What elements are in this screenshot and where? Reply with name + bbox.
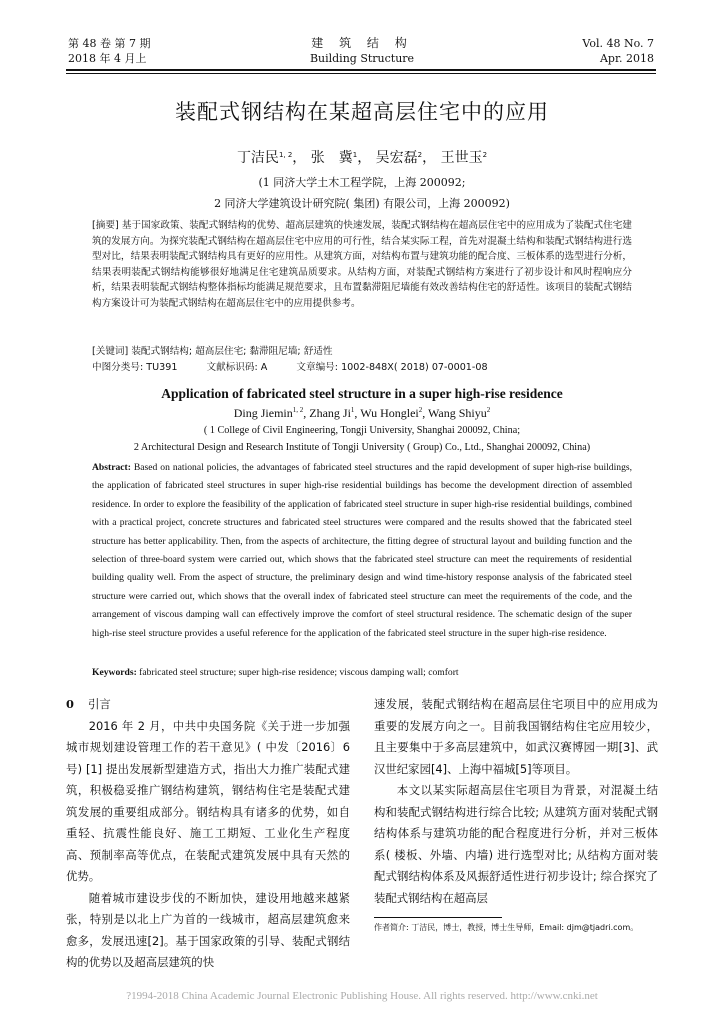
author-name: 丁洁民	[236, 150, 279, 166]
author-sup-en: 2	[486, 406, 491, 414]
author-separator: ，	[292, 150, 307, 166]
affiliation-en-2: 2 Architectural Design and Research Institute of Tongji University ( Group) Co., Ltd., Shanghai 200092, China)	[133, 442, 591, 453]
abstract-en	[92, 459, 632, 643]
body-paragraph: 速发展，装配式钢结构在超高层住宅项目中的应用成为重要的发展方向之一。目前我国钢结构住宅应用较少，且主要集中于多高层建筑中，如武汉赛博园一期[3]、武汉世纪家园[4]、上海中福城[5]等项目。	[374, 697, 658, 776]
issue-date-en: Apr. 2018	[599, 52, 654, 65]
abstract-zh	[92, 218, 632, 312]
section-number: 0	[66, 697, 74, 711]
body-paragraph: 本文以某实际超高层住宅项目为背景，对混凝土结构和装配式钢结构进行综合比较; 从建筑方面对装配式钢结构体系与建筑功能的配合程度进行分析，并对三板体系( 楼板、外墙、内墙) 进行选型对比; 从结构方面对装配式钢结构体系及风振舒适性进行初步设计; 综合探究了装配式钢结构在超高层	[374, 783, 658, 905]
article-number: 文章编号: 1002-848X( 2018) 07-0001-08	[296, 362, 488, 373]
author-separator: ，	[422, 150, 437, 166]
article-title-en: Application of fabricated steel structure in a super high-rise residence	[161, 386, 563, 401]
body-column-left	[66, 694, 350, 974]
author-name-en: Ding Jiemin	[233, 406, 293, 420]
header-rule-thin	[66, 73, 656, 74]
affiliation-en-1: ( 1 College of Civil Engineering, Tongji University, Shanghai 200092, China;	[203, 425, 521, 436]
section-title: 引言	[87, 697, 111, 711]
author-name: 张 冀	[310, 150, 353, 166]
author-sup-en: 1, 2	[292, 406, 304, 414]
author-separator-en: ,	[354, 406, 361, 420]
clc-number: 中图分类号: TU391	[92, 362, 178, 373]
author-sup: 2	[482, 151, 488, 159]
journal-name-zh: 建 筑 结 构	[311, 36, 413, 50]
author-name-en: Wu Honglei	[360, 406, 419, 420]
article-title-zh: 装配式钢结构在某超高层住宅中的应用	[175, 100, 549, 124]
author-bio-footnote: 作者简介: 丁洁民，博士，教授，博士生导师，Email: djm@tjadri.com。	[374, 923, 639, 932]
abstract-zh-text: 基于国家政策、装配式钢结构的优势、超高层建筑的快速发展，装配式钢结构在超高层住宅中的应用成为了装配式住宅建筑的发展方向。为探究装配式钢结构在超高层住宅中应用的可行性，结合某实际工程，首先对混凝土结构和装配式钢结构进行选型对比，结果表明装配式钢结构具有更好的应用性。从建筑方面，对结构布置与建筑功能的配合度、三板体系的选型进行分析，结果表明装配式钢结构能够很好地满足住宅建筑品质要求。从结构方面，对装配式钢结构方案进行了初步设计和风时程响应分析，结果表明装配式钢结构整体指标均能满足规范要求，且布置黏滞阻尼墙能有效改善结构住宅的舒适性。该项目的装配式钢结构方案设计可为装配式钢结构在超高层住宅中的应用提供参考。	[92, 220, 632, 309]
affiliation-zh-1: (1 同济大学土木工程学院，上海 200092;	[258, 176, 466, 189]
author-separator-en: ,	[303, 406, 310, 420]
keywords-zh	[92, 344, 632, 359]
author-sup: 1, 2	[278, 151, 293, 159]
keywords-en	[92, 665, 632, 681]
author-sup-en: 2	[418, 406, 423, 414]
volume-issue: 第 48 卷 第 7 期	[68, 37, 151, 50]
keywords-zh-label: [关键词]	[92, 346, 129, 357]
body-column-right	[374, 694, 658, 909]
author-sup: 1	[352, 151, 358, 159]
author-name-en: Wang Shiyu	[428, 406, 487, 420]
issue-date: 2018 年 4 月上	[68, 52, 147, 65]
author-name: 王世玉	[440, 150, 483, 166]
header-rule-thick	[66, 69, 656, 71]
author-separator-en: ,	[422, 406, 429, 420]
body-paragraph: 2016 年 2 月，中共中央国务院《关于进一步加强城市规划建设管理工作的若干意见》( 中发〔2016〕6 号) [1] 提出发展新型建造方式，指出大力推广装配式建筑，积极稳妥推广钢结构建筑，钢结构住宅是装配式建筑发展的重要组成部分。钢结构具有诸多的优势，如自重轻、抗震性能良好、施工工期短、工业化生产程度高、预制率高等优点，在装配式建筑发展中具有天然的优势。	[66, 718, 350, 883]
author-sup-en: 1	[350, 406, 355, 414]
author-sup: 2	[417, 151, 423, 159]
volume-issue-en: Vol. 48 No. 7	[582, 37, 654, 50]
keywords-zh-text: 装配式钢结构; 超高层住宅; 黏滞阻尼墙; 舒适性	[131, 346, 333, 357]
section-heading	[66, 694, 350, 716]
keywords-en-label: Keywords:	[92, 667, 137, 678]
author-list-zh	[0, 147, 724, 167]
author-name-en: Zhang Ji	[309, 406, 351, 420]
author-separator: ，	[357, 150, 372, 166]
classification-line	[92, 360, 632, 375]
running-header-right	[582, 36, 654, 66]
journal-name-en: Building Structure	[309, 52, 415, 65]
body-paragraph: 随着城市建设步伐的不断加快，建设用地越来越紧张，特别是以北上广为首的一线城市，超高层建筑愈来愈多，发展迅速[2]。基于国家政策的引导、装配式钢结构的优势以及超高层建筑的快	[66, 890, 350, 969]
author-name: 吴宏磊	[375, 150, 418, 166]
cnki-copyright-footer: ?1994-2018 China Academic Journal Electronic Publishing House. All rights reserved. http://www.cnki.net	[126, 990, 598, 1002]
abstract-en-text: Based on national policies, the advantages of fabricated steel structures and the rapid development of super high-rise buildings, the application of fabricated steel structures in super high-rise residential buildings has become the development direction of assembled residence. In order to explore the feasibility of the application of fabricated steel structure in super high-rise residential buildings, combined with a practical project, concrete structures and fabricated steel structures were compared and the results showed that the fabricated steel structure has better applicability. Then, from the aspects of architecture, the fitting degree of structural layout and building function and the selection of three-board system were carried out, which shows that the fabricated steel structure can meet the requirements of residential building quality well. From the aspect of structure, the preliminary design and wind time-history response analysis of the fabricated steel structure were carried out, which shows that the overall index of fabricated steel structure can meet the requirements of the code, and the arrangement of viscous damping wall can effectively improve the comfort of steel structural residence. The schematic design of the super high-rise steel structure provides a useful reference for the application of the fabricated steel structure in the super high-rise residence.	[92, 462, 632, 639]
footnote-rule	[374, 917, 502, 918]
document-code: 文献标识码: A	[206, 362, 268, 373]
author-list-en	[0, 406, 724, 421]
keywords-en-text: fabricated steel structure; super high-rise residence; viscous damping wall; comfort	[139, 667, 459, 678]
abstract-zh-label: [摘要]	[92, 220, 119, 231]
affiliation-zh-2: 2 同济大学建筑设计研究院( 集团) 有限公司，上海 200092)	[214, 197, 510, 210]
abstract-en-label: Abstract:	[92, 462, 131, 473]
